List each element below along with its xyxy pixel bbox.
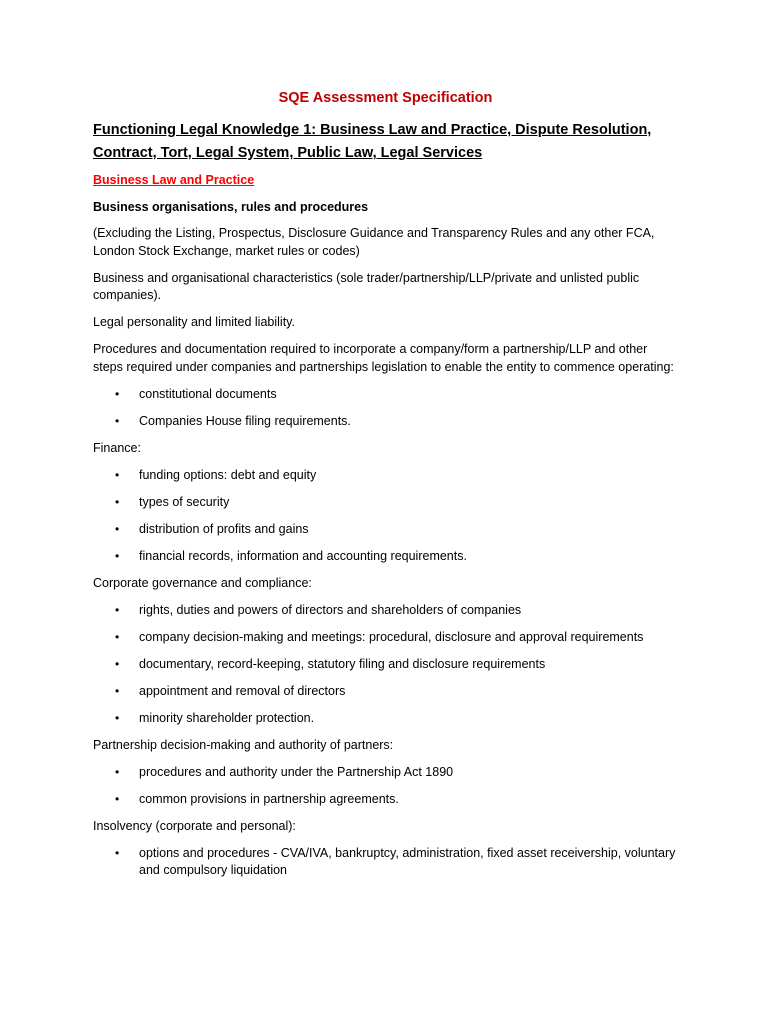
- list-item: • common provisions in partnership agreements.: [93, 791, 678, 809]
- document-page: [93, 88, 678, 889]
- bullet-icon: •: [115, 602, 120, 617]
- list-item: • financial records, information and accounting requirements.: [93, 548, 678, 566]
- bullet-icon: •: [115, 656, 120, 671]
- insolvency-heading: Insolvency (corporate and personal):: [93, 818, 296, 833]
- list-item: • appointment and removal of directors: [93, 683, 678, 701]
- list-item: • documentary, record-keeping, statutory filing and disclosure requirements: [93, 656, 678, 674]
- list-item: • Companies House filing requirements.: [93, 413, 678, 431]
- procedures-paragraph: Procedures and documentation required to incorporate a company/form a partnership/LLP and other steps required under companies and partnerships legislation to enable the entity to commence operating:: [93, 342, 674, 374]
- bullet-icon: •: [115, 386, 120, 401]
- partnership-heading: Partnership decision-making and authority of partners:: [93, 737, 394, 752]
- list-item: • procedures and authority under the Partnership Act 1890: [93, 764, 678, 782]
- bullet-icon: •: [115, 521, 120, 536]
- list-item: • distribution of profits and gains: [93, 521, 678, 539]
- list-item: • funding options: debt and equity: [93, 467, 678, 485]
- insolvency-list: [93, 845, 678, 880]
- governance-list: [93, 602, 678, 728]
- bullet-icon: •: [115, 764, 120, 779]
- list-item: • constitutional documents: [93, 386, 678, 404]
- bullet-icon: •: [115, 845, 120, 860]
- bullet-icon: •: [115, 413, 120, 428]
- list-item: • options and procedures - CVA/IVA, bankruptcy, administration, fixed asset receivership, voluntary and compulsory liquidation: [115, 845, 676, 877]
- bullet-icon: •: [115, 683, 120, 698]
- procedures-list: [93, 386, 678, 431]
- list-item: • minority shareholder protection.: [93, 710, 678, 728]
- bullet-icon: •: [115, 710, 120, 725]
- bullet-icon: •: [115, 548, 120, 563]
- document-title: SQE Assessment Specification: [278, 90, 493, 106]
- bullet-icon: •: [115, 629, 120, 644]
- list-item: • types of security: [93, 494, 678, 512]
- bullet-icon: •: [115, 791, 120, 806]
- subject-heading: Business Law and Practice: [93, 173, 255, 187]
- finance-list: [93, 467, 678, 566]
- topic-heading: Business organisations, rules and procedures: [93, 200, 369, 214]
- bullet-icon: •: [115, 467, 120, 482]
- governance-heading: Corporate governance and compliance:: [93, 575, 312, 590]
- finance-heading: Finance:: [93, 440, 141, 455]
- legal-personality-paragraph: Legal personality and limited liability.: [93, 315, 295, 329]
- list-item: • rights, duties and powers of directors and shareholders of companies: [93, 602, 678, 620]
- list-item: • company decision-making and meetings: procedural, disclosure and approval requirements: [93, 629, 678, 647]
- exclusion-paragraph: (Excluding the Listing, Prospectus, Disclosure Guidance and Transparency Rules and any other FCA, London Stock Exchange, market rules or codes): [93, 226, 655, 258]
- section-heading: Functioning Legal Knowledge 1: Business Law and Practice, Dispute Resolution, Contract, Tort, Legal System, Public Law, Legal Services: [93, 122, 652, 161]
- partnership-list: [93, 764, 678, 809]
- bullet-icon: •: [115, 494, 120, 509]
- characteristics-paragraph: Business and organisational characteristics (sole trader/partnership/LLP/private and unlisted public companies).: [93, 270, 640, 302]
